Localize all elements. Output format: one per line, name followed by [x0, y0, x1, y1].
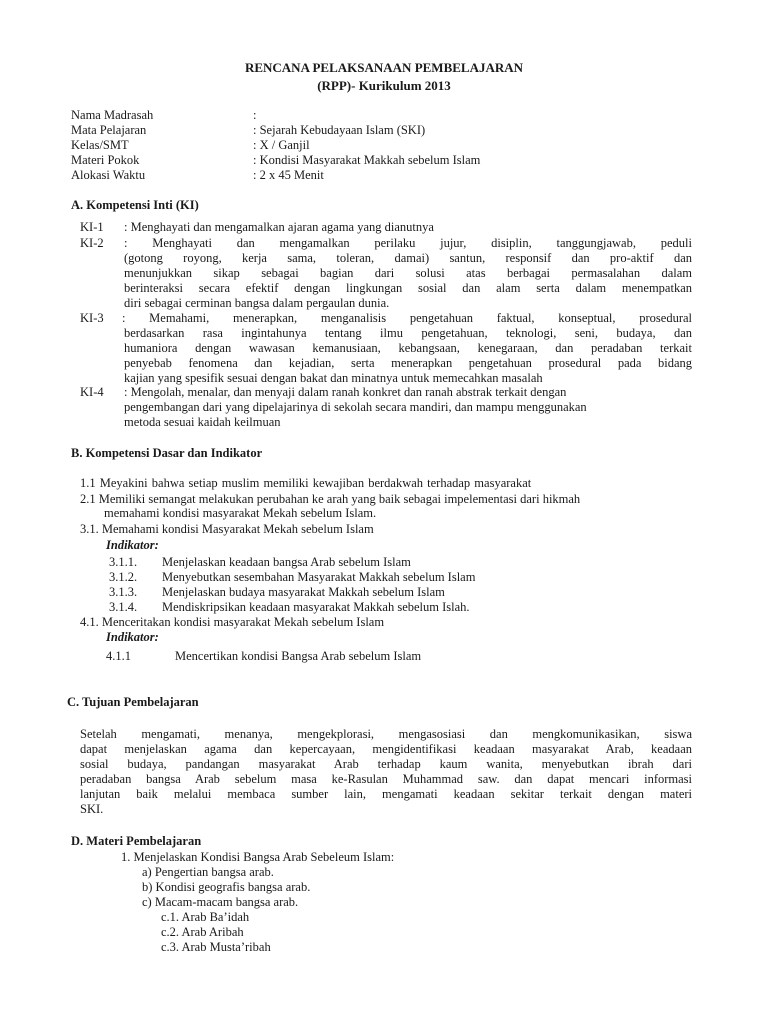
identity-value: : Kondisi Masyarakat Makkah sebelum Islam [253, 153, 481, 167]
kd-4-1: 4.1. Menceritakan kondisi masyarakat Mekah sebelum Islam [80, 615, 385, 629]
ki-text-line: pengembangan dari yang dipelajarinya di sekolah secara mandiri, dan mampu menggunakan [124, 400, 587, 414]
indikator-text: Mendiskripsikan keadaan masyarakat Makkah sebelum Islah. [162, 600, 470, 614]
materi-sub-item: c) Macam-macam bangsa arab. [142, 895, 299, 909]
paragraph-line: peradaban bangsa Arab sebelum masa ke-Rasulan Muhammad saw. dan dapat mencari informasi [80, 772, 692, 786]
identity-label: Materi Pokok [71, 153, 140, 167]
document-title: RENCANA PELAKSANAAN PEMBELAJARAN [244, 60, 524, 75]
ki-code: KI-1 [80, 220, 104, 234]
indikator-text: Menjelaskan keadaan bangsa Arab sebelum Islam [162, 555, 411, 569]
indikator-no: 3.1.1. [109, 555, 138, 569]
identity-label: Mata Pelajaran [71, 123, 147, 137]
ki-text-line: : Menghayati dan mengamalkan perilaku jujur, disiplin, tanggungjawab, peduli [124, 236, 692, 250]
paragraph-line: sosial budaya, pandangan masyarakat Arab terhadap kaum wanita, menyebutkan ibrah dari [80, 757, 692, 771]
ki-text-line: (gotong royong, kerja sama, toleran, damai) santun, responsif dan pro-aktif dan [124, 251, 692, 265]
ki-code: KI-4 [80, 385, 104, 399]
indikator-label: Indikator: [106, 630, 159, 644]
indikator-text: Menjelaskan budaya masyarakat Makkah sebelum Islam [162, 585, 445, 599]
kd-2-1-cont: memahami kondisi masyarakat Mekah sebelum Islam. [104, 506, 377, 520]
materi-item-1: 1. Menjelaskan Kondisi Bangsa Arab Sebeleum Islam: [121, 850, 395, 864]
kd-3-1: 3.1. Memahami kondisi Masyarakat Mekah sebelum Islam [80, 522, 374, 536]
ki-text-line: kajian yang spesifik sesuai dengan bakat dan minatnya untuk memecahkan masalah [124, 371, 543, 385]
paragraph-line: lanjutan baik melalui membaca sumber lain, mengamati keadaan sekitar terkait dengan materi [80, 787, 692, 801]
identity-value: : 2 x 45 Menit [253, 168, 324, 182]
kd-1-1: 1.1 Meyakini bahwa setiap muslim memiliki kewajiban berdakwah terhadap masyarakat [80, 476, 532, 490]
ki-text-line: : Memahami, menerapkan, menganalisis pengetahuan faktual, konseptual, prosedural [122, 311, 692, 325]
identity-label: Kelas/SMT [71, 138, 129, 152]
section-d-heading: D. Materi Pembelajaran [71, 834, 202, 848]
materi-sub-item: a) Pengertian bangsa arab. [142, 865, 274, 879]
materi-subsub-item: c.3. Arab Musta’ribah [161, 940, 271, 954]
identity-value: : [253, 108, 257, 122]
section-a-heading: A. Kompetensi Inti (KI) [71, 198, 199, 212]
paragraph-line: dapat menjelaskan agama dan kepercayaan, mengidentifikasi keadaan masyarakat Arab, keadaan [80, 742, 692, 756]
paragraph-line: Setelah mengamati, menanya, mengekplorasi, mengasosiasi dan mengkomunikasikan, siswa [80, 727, 692, 741]
ki-code: KI-3 [80, 311, 104, 325]
ki-text-line: menunjukkan sikap sebagai bagian dari solusi atas berbagai permasalahan dalam [124, 266, 692, 280]
indikator-label: Indikator: [106, 538, 159, 552]
ki-text-line: metoda sesuai kaidah keilmuan [124, 415, 281, 429]
identity-value: : Sejarah Kebudayaan Islam (SKI) [253, 123, 426, 137]
kd-2-1: 2.1 Memiliki semangat melakukan perubahan ke arah yang baik sebagai impelementasi dari hikmah [80, 492, 581, 506]
indikator-no: 3.1.3. [109, 585, 138, 599]
ki-text-line: humaniora dengan wawasan kemanusiaan, kebangsaan, kenegaraan, dan peradaban terkait [124, 341, 692, 355]
section-c-heading: C. Tujuan Pembelajaran [67, 695, 199, 709]
ki-text-line: penyebab fenomena dan kejadian, serta menerapkan pengetahuan prosedural pada bidang [124, 356, 692, 370]
identity-value: : X / Ganjil [253, 138, 310, 152]
indikator-text: Menyebutkan sesembahan Masyarakat Makkah sebelum Islam [162, 570, 476, 584]
identity-label: Alokasi Waktu [71, 168, 146, 182]
section-b-heading: B. Kompetensi Dasar dan Indikator [71, 446, 263, 460]
materi-subsub-item: c.2. Arab Aribah [161, 925, 244, 939]
indikator-text: Mencertikan kondisi Bangsa Arab sebelum Islam [175, 649, 422, 663]
materi-sub-item: b) Kondisi geografis bangsa arab. [142, 880, 311, 894]
materi-subsub-item: c.1. Arab Ba’idah [161, 910, 250, 924]
ki-code: KI-2 [80, 236, 104, 250]
paragraph-line: SKI. [80, 802, 104, 816]
indikator-no: 3.1.2. [109, 570, 138, 584]
identity-label: Nama Madrasah [71, 108, 154, 122]
indikator-no: 4.1.1 [106, 649, 131, 663]
ki-text-line: diri sebagai cerminan bangsa dalam pergaulan dunia. [124, 296, 390, 310]
indikator-no: 3.1.4. [109, 600, 138, 614]
ki-text-line: : Menghayati dan mengamalkan ajaran agama yang dianutnya [124, 220, 434, 234]
ki-text-line: berinteraksi secara efektif dengan lingkungan sosial dan alam serta dalam menempatkan [124, 281, 692, 295]
ki-text-line: : Mengolah, menalar, dan menyaji dalam ranah konkret dan ranah abstrak terkait dengan [124, 385, 567, 399]
document-subtitle: (RPP)- Kurikulum 2013 [317, 78, 451, 93]
ki-text-line: berdasarkan rasa ingintahunya tentang ilmu pengetahuan, teknologi, seni, budaya, dan [124, 326, 692, 340]
